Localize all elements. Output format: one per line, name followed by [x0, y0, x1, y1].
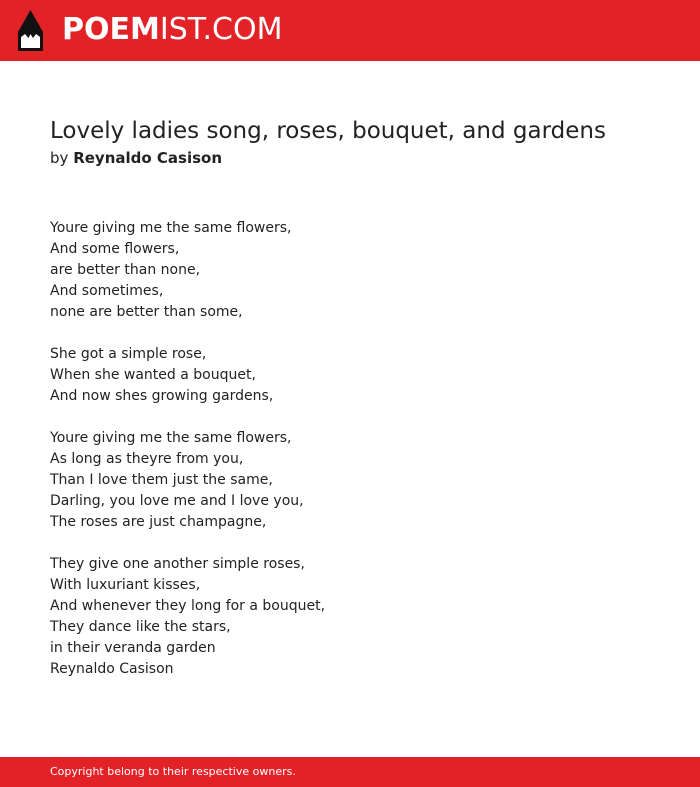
site-header	[0, 0, 700, 61]
poem-line: And whenever they long for a bouquet,	[50, 598, 326, 614]
pencil-tip-icon[interactable]	[18, 10, 43, 51]
logo-bold-text: POEM	[62, 12, 160, 47]
poem-line: in their veranda garden	[50, 640, 216, 656]
byline	[50, 148, 222, 169]
poem-line: She got a simple rose,	[50, 346, 207, 362]
poem-line: And now shes growing gardens,	[50, 388, 274, 404]
stanza	[50, 554, 325, 680]
poem-line: none are better than some,	[50, 304, 243, 320]
by-label: by	[50, 149, 69, 167]
author-name: Reynaldo Casison	[73, 149, 223, 167]
poem-line: And sometimes,	[50, 283, 164, 299]
stanza	[50, 218, 325, 323]
stanza	[50, 344, 325, 407]
poem-line: When she wanted a bouquet,	[50, 367, 256, 383]
poem-line: Youre giving me the same flowers,	[50, 220, 292, 236]
logo-light-text: IST.COM	[159, 12, 283, 47]
poem-line: With luxuriant kisses,	[50, 577, 201, 593]
poem-line: Than I love them just the same,	[50, 472, 273, 488]
poem-line: Youre giving me the same flowers,	[50, 430, 292, 446]
copyright-text: Copyright belong to their respective owners.	[50, 765, 296, 778]
stanza	[50, 428, 325, 533]
poem-line: And some flowers,	[50, 241, 180, 257]
poem-line: They dance like the stars,	[50, 619, 231, 635]
site-footer	[0, 757, 700, 787]
poem-line: The roses are just champagne,	[50, 514, 267, 530]
poem-body	[50, 218, 325, 701]
poem-line: Darling, you love me and I love you,	[50, 493, 304, 509]
poem-line: are better than none,	[50, 262, 201, 278]
site-logo[interactable]	[62, 11, 282, 49]
poem-signature: Reynaldo Casison	[50, 661, 174, 677]
poem-line: They give one another simple roses,	[50, 556, 305, 572]
poem-line: As long as theyre from you,	[50, 451, 244, 467]
poem-title: Lovely ladies song, roses, bouquet, and gardens	[50, 118, 606, 144]
